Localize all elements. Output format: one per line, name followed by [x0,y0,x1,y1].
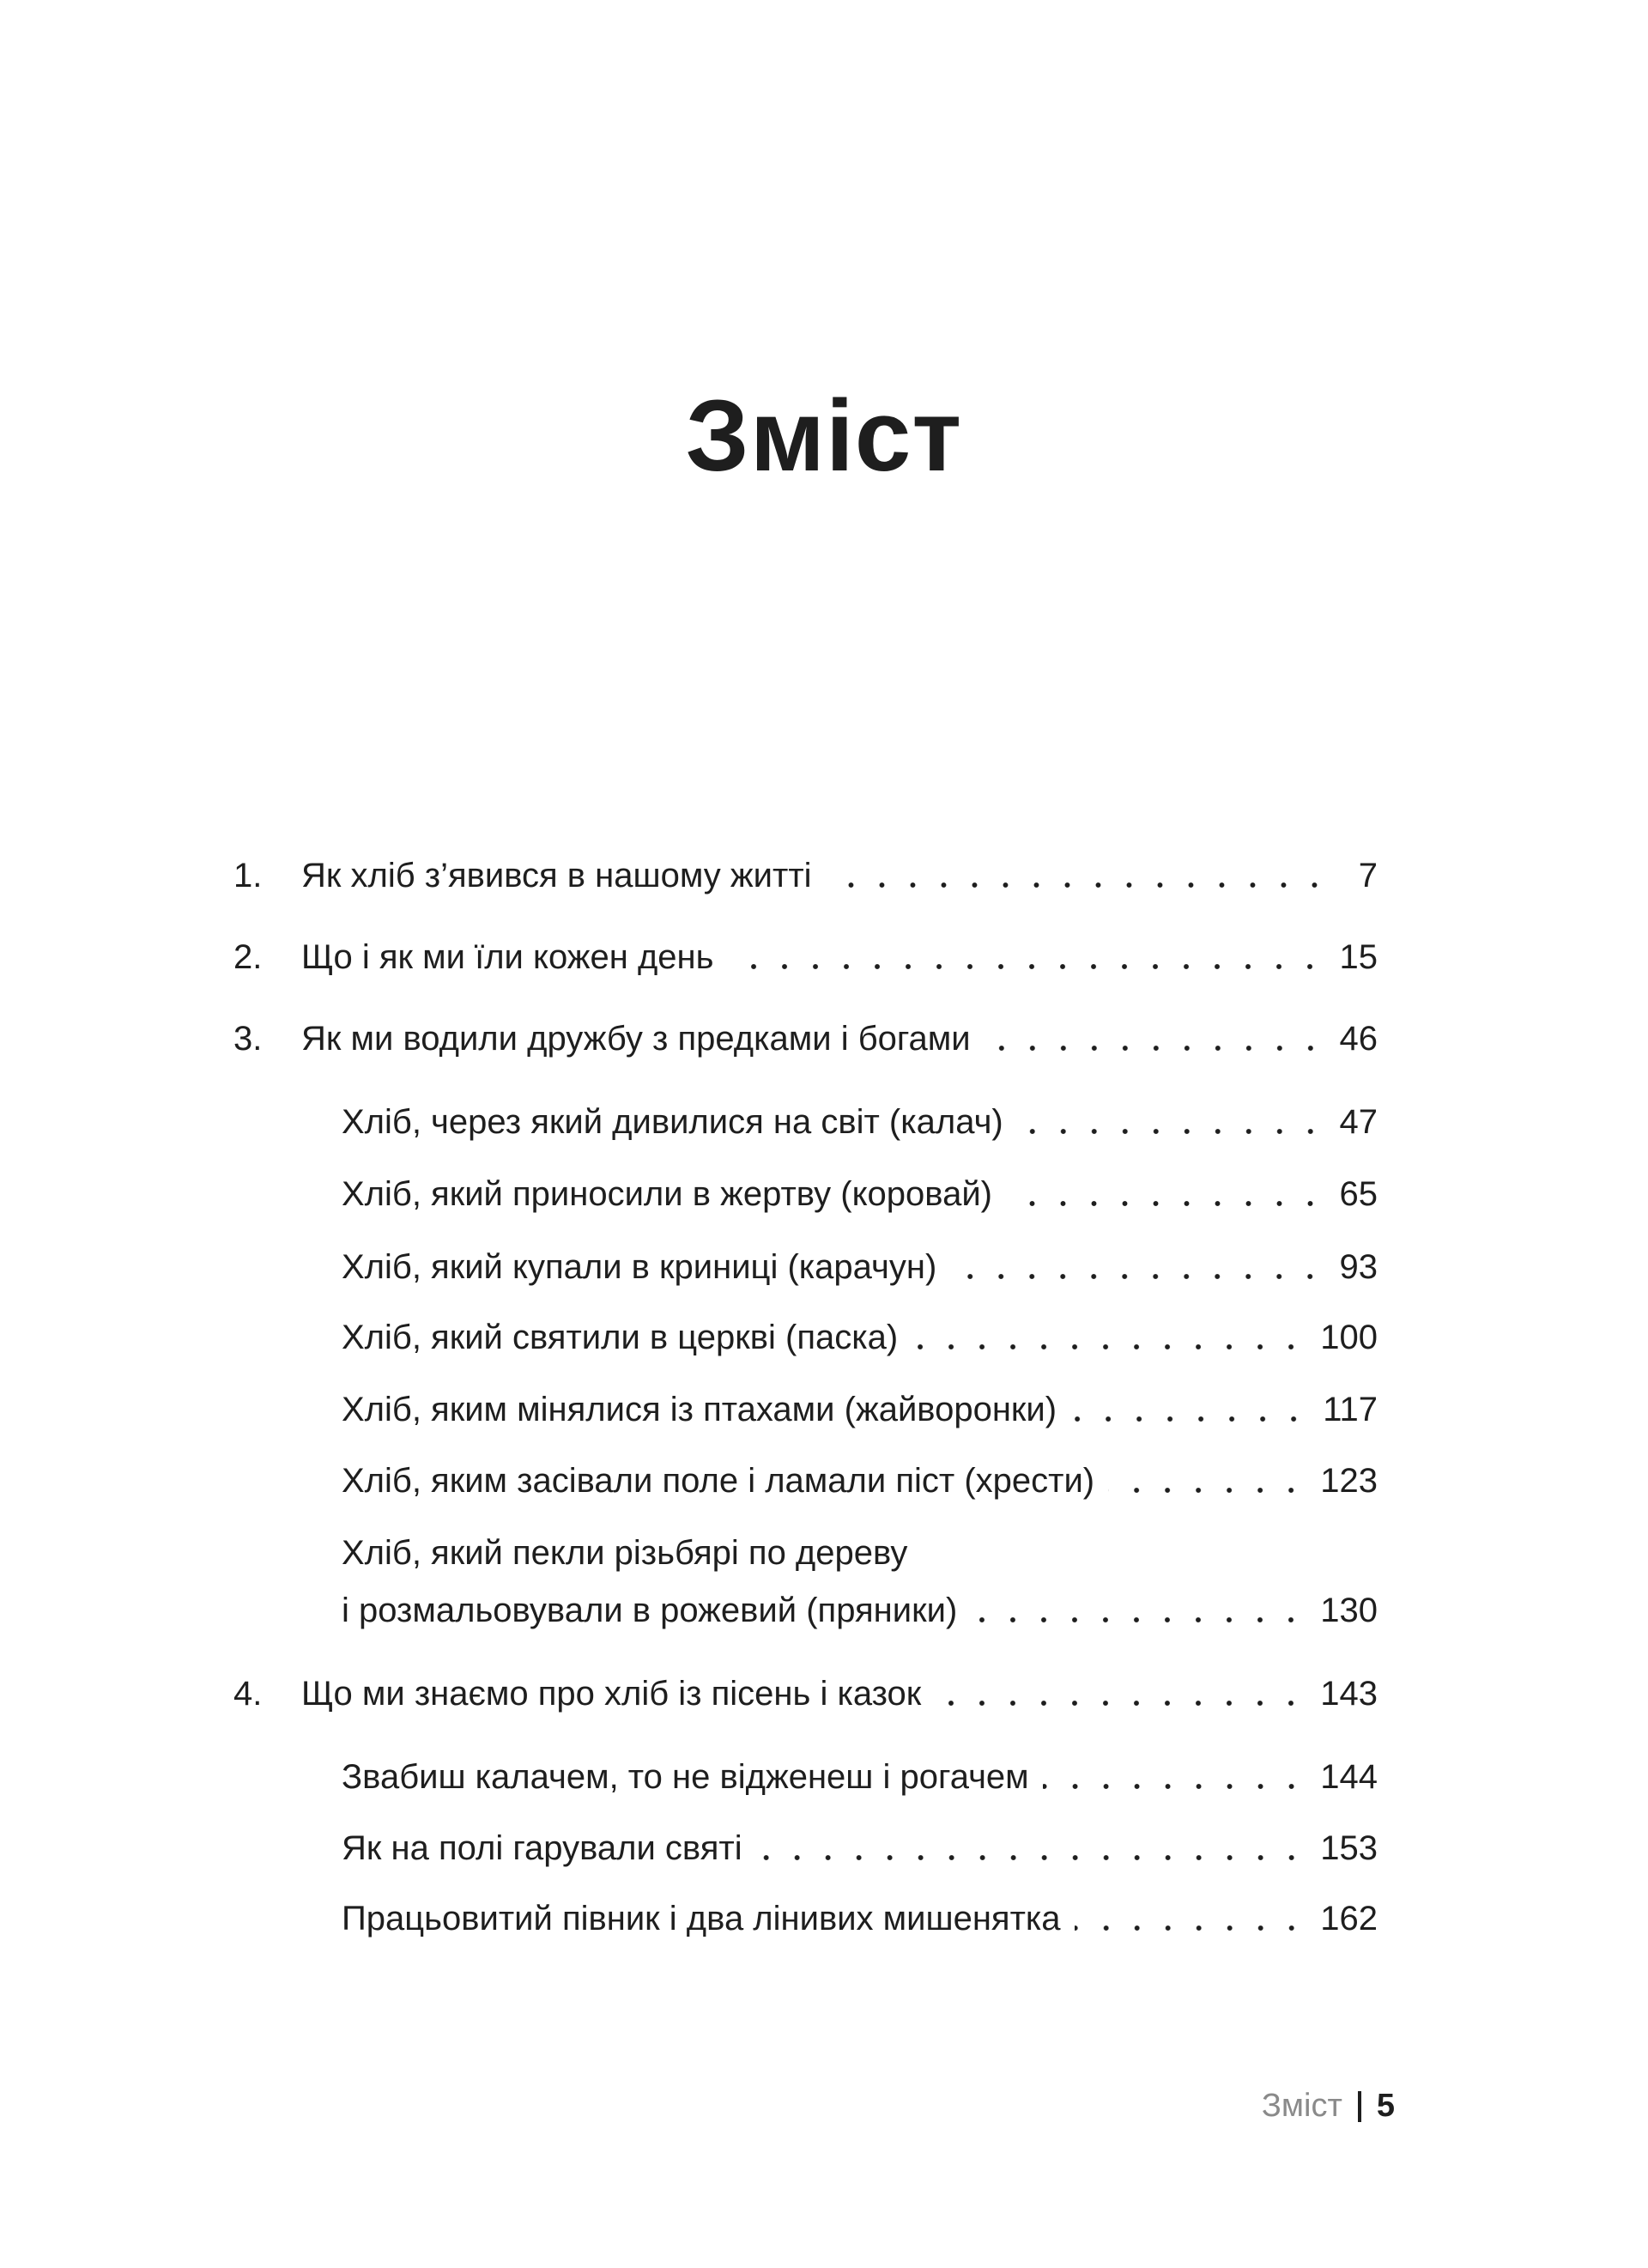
entry-title: Звабиш калачем, то не відженеш і рогачем [342,1758,1029,1796]
toc-entry[interactable] [233,935,1378,979]
dot-leader [912,1315,1306,1360]
entry-title-line1: Хліб, який пекли різьбярі по дереву [342,1534,908,1572]
toc-entry[interactable] [233,853,1378,898]
page-number: 47 [1339,1103,1378,1141]
entry-title: Як хліб з’явився в нашому житті [301,857,812,894]
page-number: 93 [1339,1248,1378,1286]
toc-subentry[interactable] [342,1896,1378,1941]
toc-entry[interactable] [233,1671,1378,1716]
page-number: 100 [1320,1319,1378,1356]
footer-section: Зміст [1261,2088,1342,2124]
entry-title: Хліб, через який дивилися на світ (калач) [342,1103,1003,1141]
page-title: Зміст [685,379,963,493]
toc-entry[interactable] [233,1016,1378,1061]
entry-title: Хліб, який святили в церкві (паска) [342,1319,899,1356]
page-number: 130 [1320,1592,1378,1629]
dot-leader [971,1588,1306,1633]
entry-title: Як ми водили дружбу з предками і богами [301,1020,971,1058]
dot-leader [756,1826,1307,1871]
page-number: 7 [1358,857,1378,894]
page-number: 123 [1320,1462,1378,1500]
toc-subentry[interactable] [342,1755,1378,1799]
chapter-number: 2. [233,938,263,976]
entry-title: Як на полі гарували святі [342,1829,742,1867]
entry-title: Що ми знаємо про хліб із пісень і казок [301,1675,922,1713]
dot-leader [1006,1172,1326,1216]
entry-title: Що і як ми їли кожен день [301,938,714,976]
dot-leader [950,1245,1325,1289]
toc-subentry[interactable] [342,1100,1378,1144]
dot-leader [1075,1896,1307,1941]
running-footer [1262,2088,1395,2125]
toc-subentry[interactable] [342,1315,1378,1360]
dot-leader [826,853,1330,898]
entry-title: Хліб, яким мінялися із птахами (жайворонки) [342,1391,1057,1428]
chapter-number: 4. [233,1675,263,1713]
dot-leader [1043,1755,1307,1799]
toc-subentry[interactable] [342,1826,1378,1871]
entry-title: і розмальовували в рожевий (пряники) [342,1592,958,1629]
entry-title: Хліб, який купали в криниці (карачун) [342,1248,937,1286]
page-number: 15 [1339,938,1378,976]
toc-subentry[interactable] [342,1458,1378,1503]
page-number: 153 [1320,1829,1378,1867]
page-number: 46 [1339,1020,1378,1058]
chapter-number: 1. [233,857,263,894]
dot-leader [1070,1387,1309,1432]
toc-subentry[interactable] [342,1172,1378,1216]
page-number: 143 [1320,1675,1378,1713]
entry-title: Працьовитий півник і два лінивих мишенятка [342,1900,1061,1938]
toc-subentry[interactable] [342,1245,1378,1289]
entry-title: Хліб, яким засівали поле і ламали піст (хрести) [342,1462,1095,1500]
dot-leader [1017,1100,1326,1144]
page-number: 117 [1323,1391,1378,1428]
dot-leader [727,935,1325,979]
footer-page-number: 5 [1376,2088,1395,2124]
page-number: 65 [1339,1175,1378,1213]
dot-leader [985,1016,1326,1061]
entry-title: Хліб, який приносили в жертву (коровай) [342,1175,992,1213]
toc-subentry[interactable] [342,1588,1378,1633]
page-number: 144 [1320,1758,1378,1796]
page-number: 162 [1320,1900,1378,1938]
footer-divider [1358,2091,1361,2122]
toc-subentry[interactable] [342,1387,1378,1432]
dot-leader [1108,1458,1306,1503]
chapter-number: 3. [233,1020,263,1058]
dot-leader [935,1671,1306,1716]
